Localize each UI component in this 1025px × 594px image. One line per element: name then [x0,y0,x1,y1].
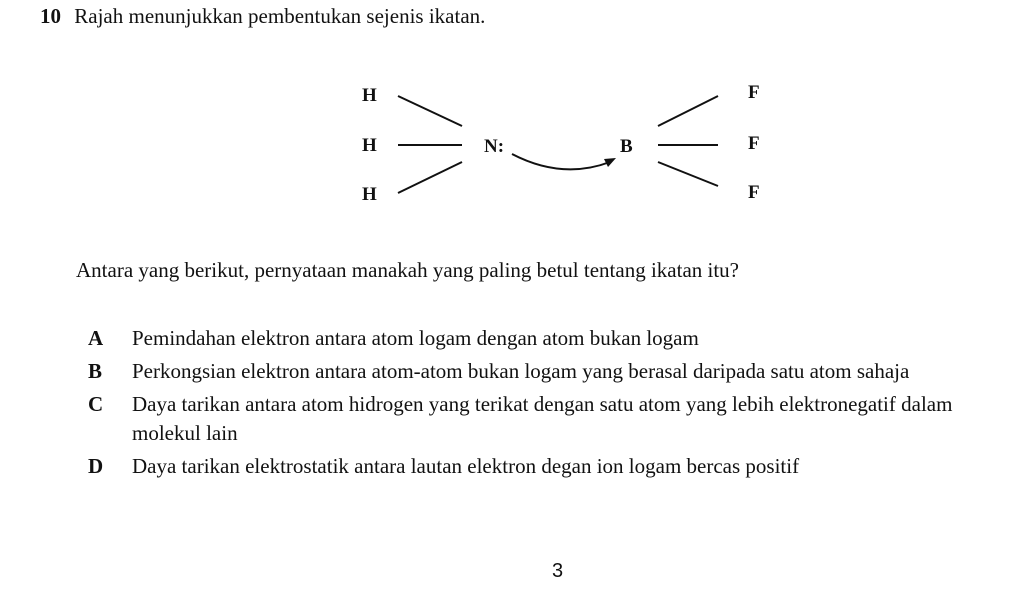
arrow-head [604,158,616,167]
atom-label-f-bottom: F [748,182,760,203]
atom-label-nitrogen: N: [484,136,505,157]
page-number: 3 [551,560,564,582]
atom-label-h-top: H [362,85,377,106]
option-d[interactable] [88,452,1018,481]
atom-label-h-middle: H [362,135,377,156]
atom-label-f-middle: F [748,133,760,154]
question-number: 10 [40,4,61,28]
atom-label-boron: B [620,136,633,157]
question-header [40,4,485,29]
atom-label-h-bottom: H [362,184,377,205]
option-c[interactable] [88,390,1018,448]
question-stem: Rajah menunjukkan pembentukan sejenis ikatan. [74,4,486,28]
option-letter: B [88,359,103,383]
dative-bond-arrow [512,154,610,169]
bond-line-h-bottom [398,162,462,193]
question-prompt: Antara yang berikut, pernyataan manakah yang paling betul tentang ikatan itu? [76,258,740,282]
option-text: Daya tarikan elektrostatik antara lautan elektron degan ion logam bercas positif [132,454,800,478]
option-letter: D [88,454,104,478]
bond-diagram-svg [340,70,800,220]
option-text: Perkongsian elektron antara atom-atom bukan logam yang berasal daripada satu atom sahaja [132,359,910,383]
option-a[interactable] [88,324,1018,353]
option-text: Pemindahan elektron antara atom logam dengan atom bukan logam [132,326,699,350]
bond-line-f-bottom [658,162,718,186]
bond-formation-diagram [340,70,800,220]
option-b[interactable] [88,357,1018,386]
option-letter: C [88,392,104,416]
bond-line-h-top [398,96,462,126]
option-text: Daya tarikan antara atom hidrogen yang terikat dengan satu atom yang lebih elektronegatif dalam molekul lain [132,392,953,445]
atom-label-f-top: F [748,82,760,103]
bond-line-f-top [658,96,718,126]
option-letter: A [88,326,104,350]
answer-options [88,324,1018,485]
